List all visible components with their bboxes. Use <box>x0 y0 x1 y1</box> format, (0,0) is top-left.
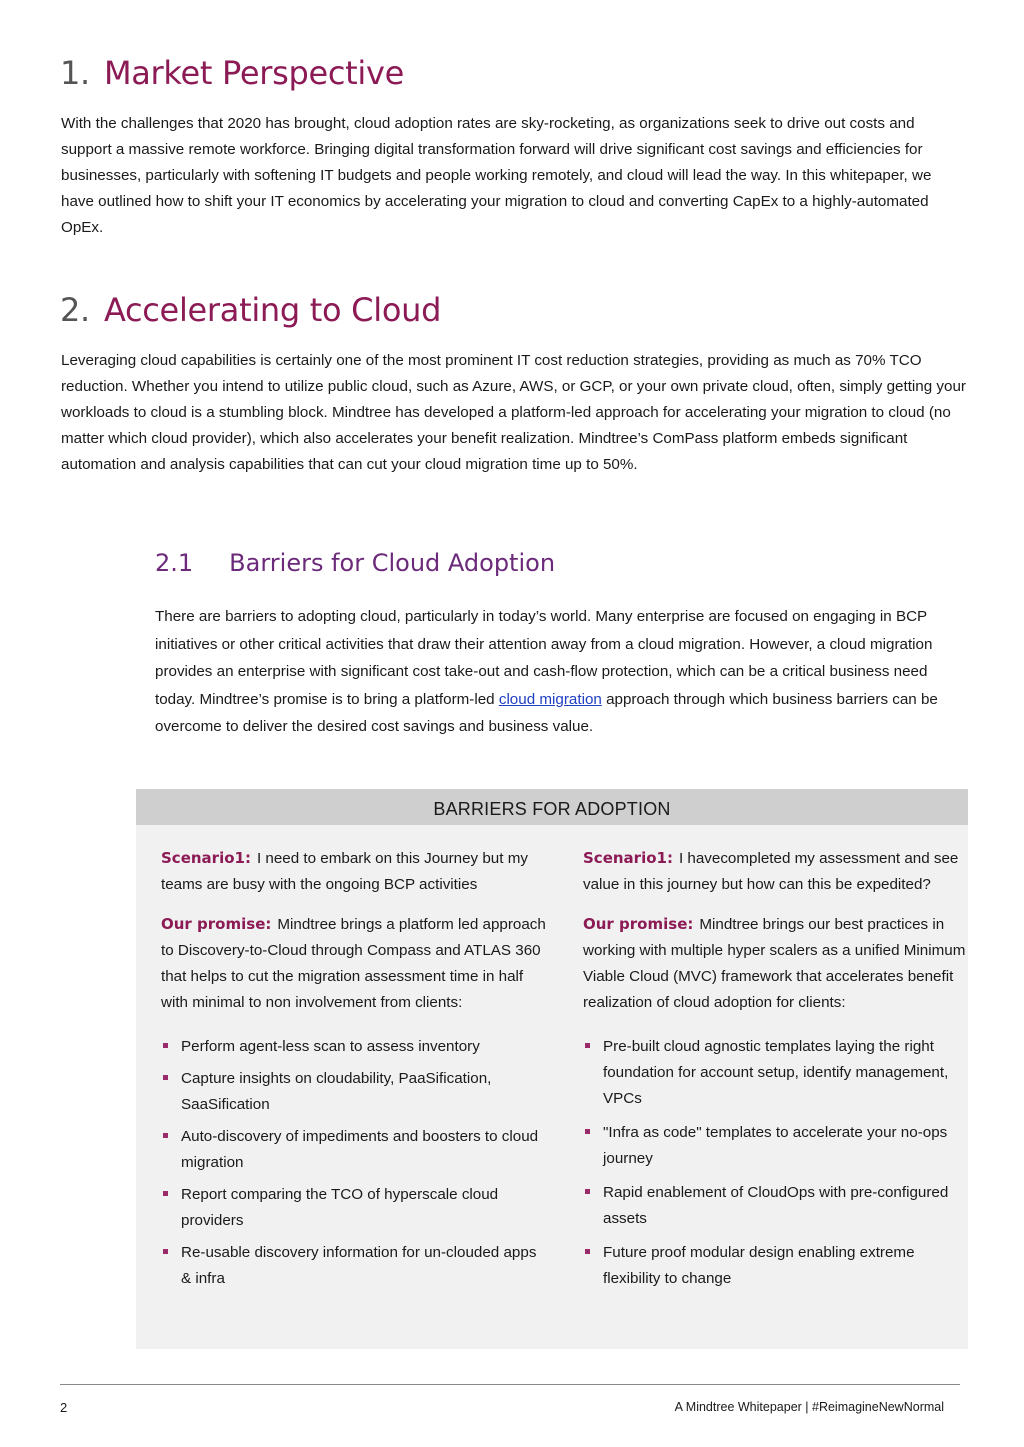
right-scenario-label: Scenario1: <box>583 849 673 867</box>
bullet-square-icon <box>163 1191 168 1196</box>
section-2-body: Leveraging cloud capabilities is certainly one of the most prominent IT cost reduction strategies, providing as much as 70% TCO reduction. Whether you intend to utilize public cloud, such as Azure, AWS, or GCP, or your own private cloud, often, simply getting your workloads to cloud is a stumbling block. Mindtree has developed a platform-led approach for accelerating your migration to cloud (no matter which cloud provider), which also accelerates your benefit realization. Mindtree’s ComPass platform embeds significant automation and analysis capabilities that can cut your cloud migration time up to 50%. <box>61 352 966 473</box>
list-item <box>161 1066 546 1118</box>
barriers-left-column <box>161 845 546 1298</box>
left-promise-label: Our promise: <box>161 915 272 933</box>
barriers-heading: BARRIERS FOR ADOPTION <box>136 789 968 825</box>
list-item <box>161 1034 546 1060</box>
section-2-1-body-part-1: There are barriers to adopting cloud, particularly in today’s world. Many enterprise are focused on engaging in BCP initiatives or other critical activities that draw their attention away from a cloud migration. However, a cloud migration provides an enterprise with significant cost take-out and cash-flow protection, which can be a critical business need today. Mindtree’s promise is to bring a platform-led <box>155 608 933 708</box>
right-promise-label: Our promise: <box>583 915 694 933</box>
cloud-migration-link[interactable]: cloud migration <box>498 690 602 708</box>
section-2-title: Accelerating to Cloud <box>103 291 442 329</box>
right-bullet-list <box>583 1034 968 1292</box>
section-2-number: 2. <box>60 291 90 329</box>
bullet-text: Pre-built cloud agnostic templates laying the right foundation for account setup, identify management, VPCs <box>603 1038 949 1107</box>
section-2-heading <box>60 291 441 329</box>
bullet-text: Capture insights on cloudability, PaaSification, SaaSification <box>181 1070 492 1113</box>
page-number: 2 <box>60 1400 68 1415</box>
barriers-right-column <box>583 845 968 1300</box>
section-1-heading <box>60 54 404 92</box>
right-scenario-text: I havecompleted my assessment and see value in this journey but how can this be expedited? <box>583 850 959 893</box>
list-item <box>161 1240 546 1292</box>
bullet-square-icon <box>585 1129 590 1134</box>
left-scenario-text: I need to embark on this Journey but my teams are busy with the ongoing BCP activities <box>161 850 528 893</box>
bullet-square-icon <box>585 1249 590 1254</box>
section-2-1-body-part-2: approach through which business barriers can be overcome to deliver the desired cost savings and business value. <box>155 690 938 735</box>
bullet-square-icon <box>163 1249 168 1254</box>
bullet-text: Future proof modular design enabling extreme flexibility to change <box>603 1244 915 1287</box>
list-item <box>583 1180 968 1232</box>
bullet-square-icon <box>585 1043 590 1048</box>
footer-divider <box>60 1384 960 1385</box>
left-bullet-list <box>161 1034 546 1292</box>
section-1-body: With the challenges that 2020 has brought, cloud adoption rates are sky-rocketing, as organizations seek to drive out costs and support a massive remote workforce. Bringing digital transformation forward will drive significant cost savings and efficiencies for businesses, particularly with softening IT budgets and people working remotely, and cloud will lead the way. In this whitepaper, we have outlined how to shift your IT economics by accelerating your migration to cloud and converting CapEx to a highly-automated OpEx. <box>61 115 932 236</box>
left-promise-text: Mindtree brings a platform led approach to Discovery-to-Cloud through Compass and ATLAS 360 that helps to cut the migration assessment time in half with minimal to non involvement from clients: <box>161 916 546 1011</box>
right-scenario <box>583 845 968 898</box>
list-item <box>161 1182 546 1234</box>
bullet-text: Perform agent-less scan to assess inventory <box>181 1038 480 1055</box>
list-item <box>161 1124 546 1176</box>
section-2-1-title: Barriers for Cloud Adoption <box>229 549 556 577</box>
left-promise <box>161 911 546 1016</box>
bullet-square-icon <box>163 1075 168 1080</box>
bullet-text: Auto-discovery of impediments and boosters to cloud migration <box>181 1128 539 1171</box>
bullet-square-icon <box>163 1043 168 1048</box>
bullet-text: Re-usable discovery information for un-clouded apps & infra <box>181 1244 537 1287</box>
bullet-text: Rapid enablement of CloudOps with pre-configured assets <box>603 1184 949 1227</box>
bullet-square-icon <box>163 1133 168 1138</box>
right-promise-text: Mindtree brings our best practices in working with multiple hyper scalers as a unified Minimum Viable Cloud (MVC) framework that accelerates benefit realization of cloud adoption for clients: <box>583 916 966 1011</box>
section-2-1-body <box>155 603 965 741</box>
left-scenario-label: Scenario1: <box>161 849 251 867</box>
section-2-1-heading <box>155 549 555 577</box>
section-1-number: 1. <box>60 54 90 92</box>
bullet-text: Report comparing the TCO of hyperscale cloud providers <box>181 1186 499 1229</box>
list-item <box>583 1240 968 1292</box>
section-2-1-number: 2.1 <box>155 549 194 577</box>
left-scenario <box>161 845 546 898</box>
bullet-text: "Infra as code" templates to accelerate your no-ops journey <box>603 1124 948 1167</box>
bullet-square-icon <box>585 1189 590 1194</box>
right-promise <box>583 911 968 1016</box>
section-1-title: Market Perspective <box>103 54 405 92</box>
barriers-table <box>136 789 968 1349</box>
list-item <box>583 1034 968 1112</box>
list-item <box>583 1120 968 1172</box>
footer-text: A Mindtree Whitepaper | #ReimagineNewNormal <box>674 1400 944 1414</box>
